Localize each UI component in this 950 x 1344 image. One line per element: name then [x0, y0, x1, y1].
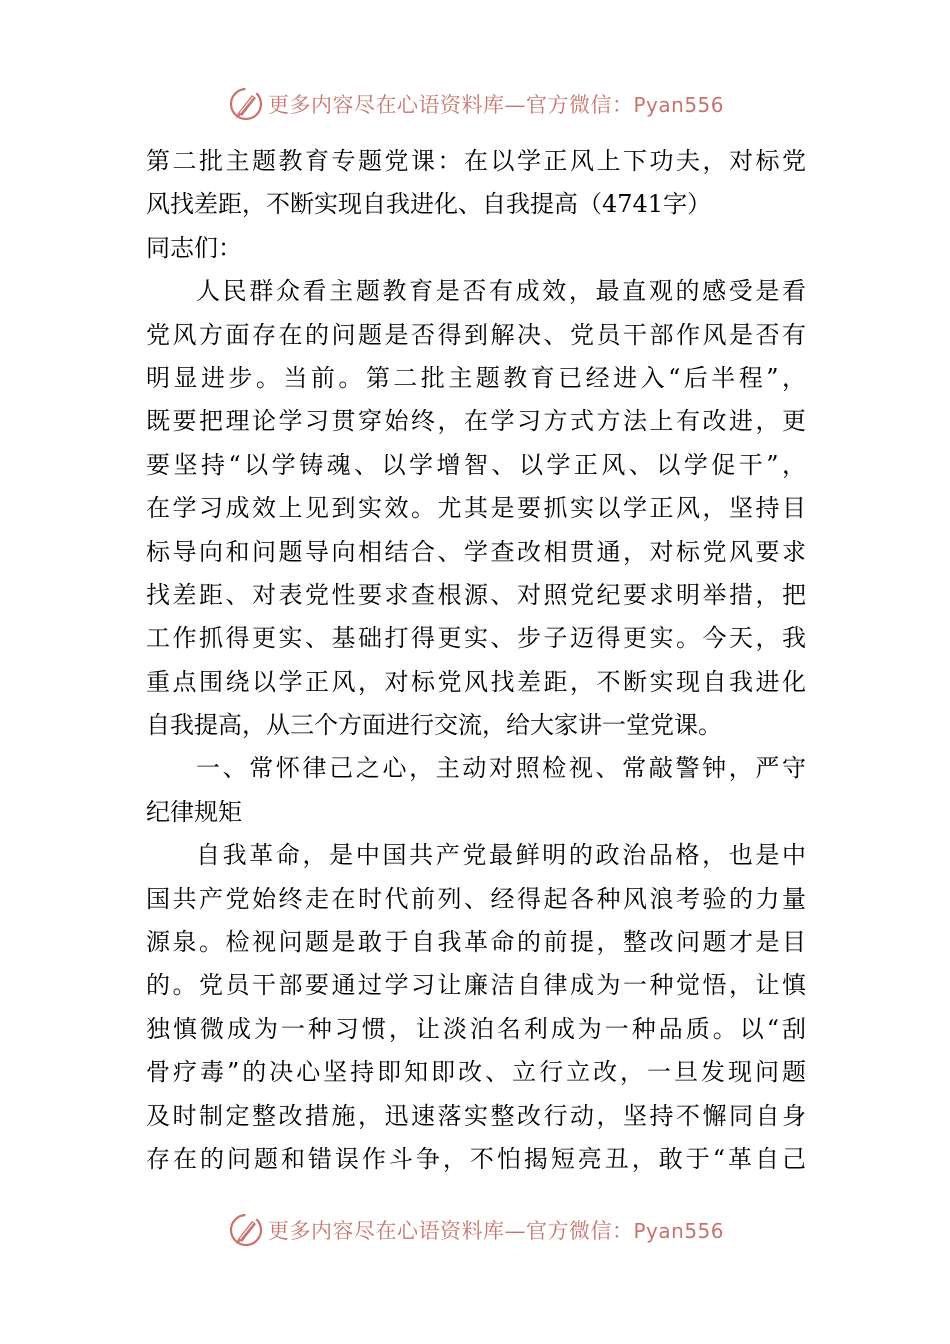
pen-nib-logo-icon	[228, 86, 264, 122]
banner-text: 更多内容尽在心语资料库—官方微信：Pyan556	[268, 93, 725, 117]
header-banner	[228, 84, 724, 124]
paragraph-line: 工作抓得更实、基础打得更实、步子迈得更实。今天，我	[146, 624, 806, 653]
salutation: 同志们：	[146, 233, 242, 262]
paragraph-intro	[146, 270, 806, 747]
paragraph-line: 国共产党始终走在时代前列、经得起各种风浪考验的力量	[146, 884, 806, 913]
pen-nib-logo-icon	[228, 1212, 264, 1248]
paragraph-line: 源泉。检视问题是敢于自我革命的前提，整改问题才是目	[146, 928, 806, 957]
paragraph-line: 人民群众看主题教育是否有成效，最直观的感受是看	[196, 277, 806, 306]
paragraph-line: 独慎微成为一种习惯，让淡泊名利成为一种品质。以“刮	[146, 1014, 806, 1043]
paragraph-line: 自我提高，从三个方面进行交流，给大家讲一堂党课。	[146, 711, 722, 740]
paragraph-line: 要坚持“以学铸魂、以学增智、以学正风、以学促干”，	[146, 450, 806, 479]
paragraph-line: 找差距、对表党性要求查根源、对照党纪要求明举措，把	[146, 580, 806, 609]
section-heading-1	[146, 747, 806, 834]
wechat-id: Pyan556	[633, 1219, 725, 1243]
document-body	[146, 140, 806, 1181]
paragraph-section-1	[146, 834, 806, 1181]
paragraph-line: 在学习成效上见到实效。尤其是要抓实以学正风，坚持目	[146, 494, 806, 523]
paragraph-line: 的。党员干部要通过学习让廉洁自律成为一种觉悟，让慎	[146, 971, 806, 1000]
paragraph-line: 既要把理论学习贯穿始终，在学习方式方法上有改进，更	[146, 407, 806, 436]
title-line: 风找差距，不断实现自我进化、自我提高（4741字）	[146, 190, 712, 219]
paragraph-line: 存在的问题和错误作斗争，不怕揭短亮丑，敢于“革自己	[146, 1144, 806, 1173]
paragraph-line: 自我革命，是中国共产党最鲜明的政治品格，也是中	[196, 841, 806, 870]
footer-banner	[228, 1210, 724, 1250]
document-title	[146, 140, 806, 227]
wechat-id: Pyan556	[633, 93, 725, 117]
paragraph-line: 重点围绕以学正风，对标党风找差距，不断实现自我进化	[146, 667, 806, 696]
paragraph-line: 党风方面存在的问题是否得到解决、党员干部作风是否有	[146, 320, 806, 349]
heading-line: 纪律规矩	[146, 797, 242, 826]
paragraph-line: 明显进步。当前。第二批主题教育已经进入“后半程”，	[146, 363, 806, 392]
paragraph-line: 及时制定整改措施，迅速落实整改行动，坚持不懈同自身	[146, 1101, 806, 1130]
paragraph-line: 标导向和问题导向相结合、学查改相贯通，对标党风要求	[146, 537, 806, 566]
paragraph-line: 骨疗毒”的决心坚持即知即改、立行立改，一旦发现问题	[146, 1058, 806, 1087]
heading-line: 一、常怀律己之心，主动对照检视、常敲警钟，严守	[196, 754, 806, 783]
banner-text: 更多内容尽在心语资料库—官方微信：Pyan556	[268, 1219, 725, 1243]
title-line: 第二批主题教育专题党课：在以学正风上下功夫，对标党	[146, 147, 806, 175]
